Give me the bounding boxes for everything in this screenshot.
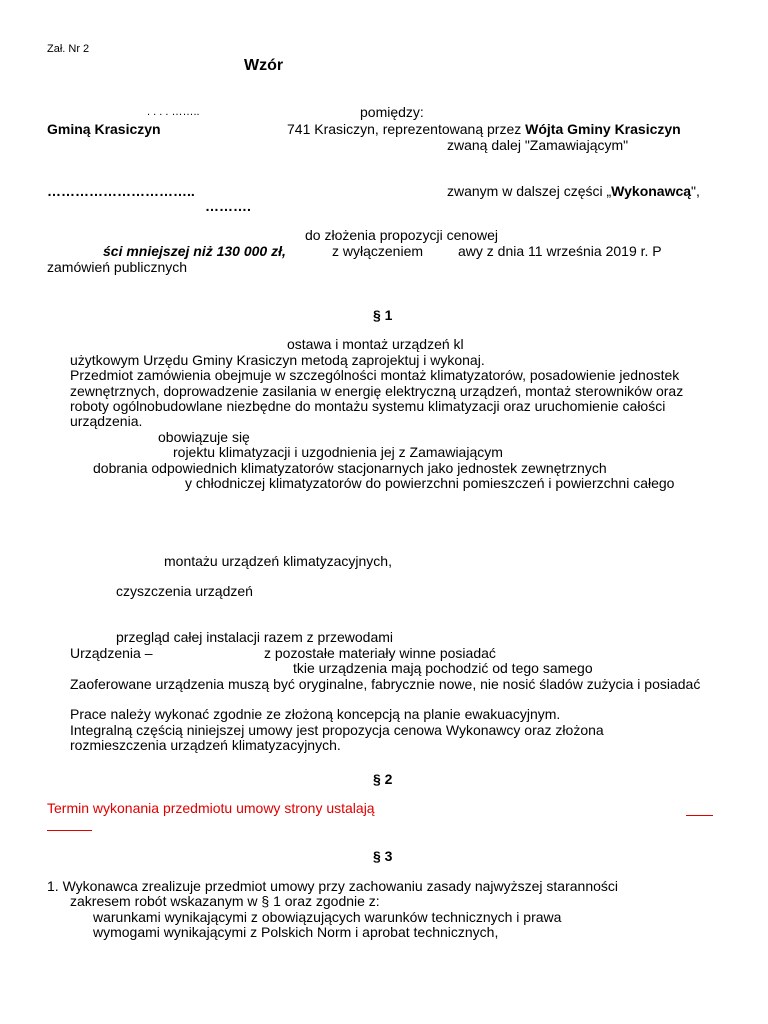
s1-line-8: rojektu klimatyzacji i uzgodnienia jej z Zamawiającym xyxy=(173,444,503,460)
s1-line-12: czyszczenia urządzeń xyxy=(116,583,253,599)
term-clause: Termin wykonania przedmiotu umowy strony ustalają xyxy=(47,800,375,816)
s1-line-16: Zaoferowane urządzenia muszą być oryginalne, fabrycznie nowe, nie nosić śladów zużycia i posiadać xyxy=(70,676,701,692)
address-text: 741 Krasiczyn, reprezentowaną przez xyxy=(287,121,522,137)
s1-line-14b: z pozostałe materiały winne posiadać xyxy=(264,645,496,661)
section3-heading: § 3 xyxy=(373,848,393,864)
law-reference: awy z dnia 11 września 2019 r. P xyxy=(458,243,662,259)
s3-line-3: warunkami wynikającymi z obowiązujących warunków technicznych i prawa xyxy=(93,909,562,925)
s3-line-4: wymogami wynikającymi z Polskich Norm i aprobat technicznych, xyxy=(93,924,499,940)
red-underline-left xyxy=(47,830,92,831)
section1-heading: § 1 xyxy=(373,307,393,323)
exclusion-text: z wyłączeniem xyxy=(332,243,424,259)
proposal-text: do złożenia propozycji cenowej xyxy=(305,227,498,243)
s1-line-13: przegląd całej instalacji razem z przewodami xyxy=(116,629,394,645)
s1-line-9: dobrania odpowiednich klimatyzatorów stacjonarnych jako jednostek zewnętrznych xyxy=(93,460,607,476)
s1-line-6: urządzenia. xyxy=(70,413,143,429)
wykonawca-label xyxy=(447,183,700,199)
s1-line-10: y chłodniczej klimatyzatorów do powierzchni pomieszczeń i powierzchni całego xyxy=(185,475,675,491)
s1-line-17: Prace należy wykonać zgodnie ze złożoną koncepcją na planie ewakuacyjnym. xyxy=(70,706,561,722)
between-label: pomiędzy: xyxy=(360,104,424,120)
s1-line-15: tkie urządzenia mają pochodzić od tego samego xyxy=(293,660,593,676)
s1-line-5: roboty ogólnobudowlane niezbędne do montażu systemu klimatyzacji oraz uruchomienie całości xyxy=(70,398,666,414)
value-limit: ści mniejszej niż 130 000 zł, xyxy=(103,243,286,259)
s3-line-1: 1. Wykonawca zrealizuje przedmiot umowy przy zachowaniu zasady najwyższej staranności xyxy=(47,878,619,894)
s1-line-18: Integralną częścią niniejszej umowy jest propozycja cenowa Wykonawcy oraz złożona xyxy=(70,722,604,738)
s1-line-3: Przedmiot zamówienia obejmuje w szczególności montaż klimatyzatorów, posadowienie jednostek xyxy=(70,367,680,383)
contractor-dots: ………………………….. xyxy=(47,183,195,199)
wykonawca-bold: Wykonawcą xyxy=(611,183,692,199)
document-title: Wzór xyxy=(244,57,284,74)
s1-line-4: zewnętrznych, doprowadzenie zasilania w energię elektryczną urządzeń, montaż sterowników oraz xyxy=(70,383,684,399)
gmina-name: Gminą Krasiczyn xyxy=(47,121,161,137)
s1-line-2: użytkowym Urzędu Gminy Krasiczyn metodą zaprojektuj i wykonaj. xyxy=(70,352,485,368)
section2-heading: § 2 xyxy=(373,771,393,787)
small-dots: ………. xyxy=(205,198,251,214)
gmina-address xyxy=(287,121,681,137)
procurement-text: zamówień publicznych xyxy=(47,259,188,275)
s3-line-2: zakresem robót wskazanym w § 1 oraz zgodnie z: xyxy=(70,893,380,909)
wojt-name: Wójta Gminy Krasiczyn xyxy=(525,121,681,137)
s1-line-19: rozmieszczenia urządzeń klimatyzacyjnych. xyxy=(70,737,341,753)
dots-top: . . . . …….. xyxy=(147,106,200,118)
zamawiajacy-label: zwaną dalej "Zamawiającym" xyxy=(447,137,629,153)
s1-line-7: obowiązuje się xyxy=(158,429,250,445)
s1-line-1: ostawa i montaż urządzeń kl xyxy=(287,336,464,352)
wykonawca-prefix: zwanym w dalszej części „ xyxy=(447,183,612,199)
s1-line-11: montażu urządzeń klimatyzacyjnych, xyxy=(164,553,392,569)
attachment-number: Zał. Nr 2 xyxy=(47,43,90,55)
wykonawca-suffix: ", xyxy=(691,183,700,199)
red-underline-right xyxy=(686,815,713,816)
s1-line-14a: Urządzenia – xyxy=(70,645,153,661)
